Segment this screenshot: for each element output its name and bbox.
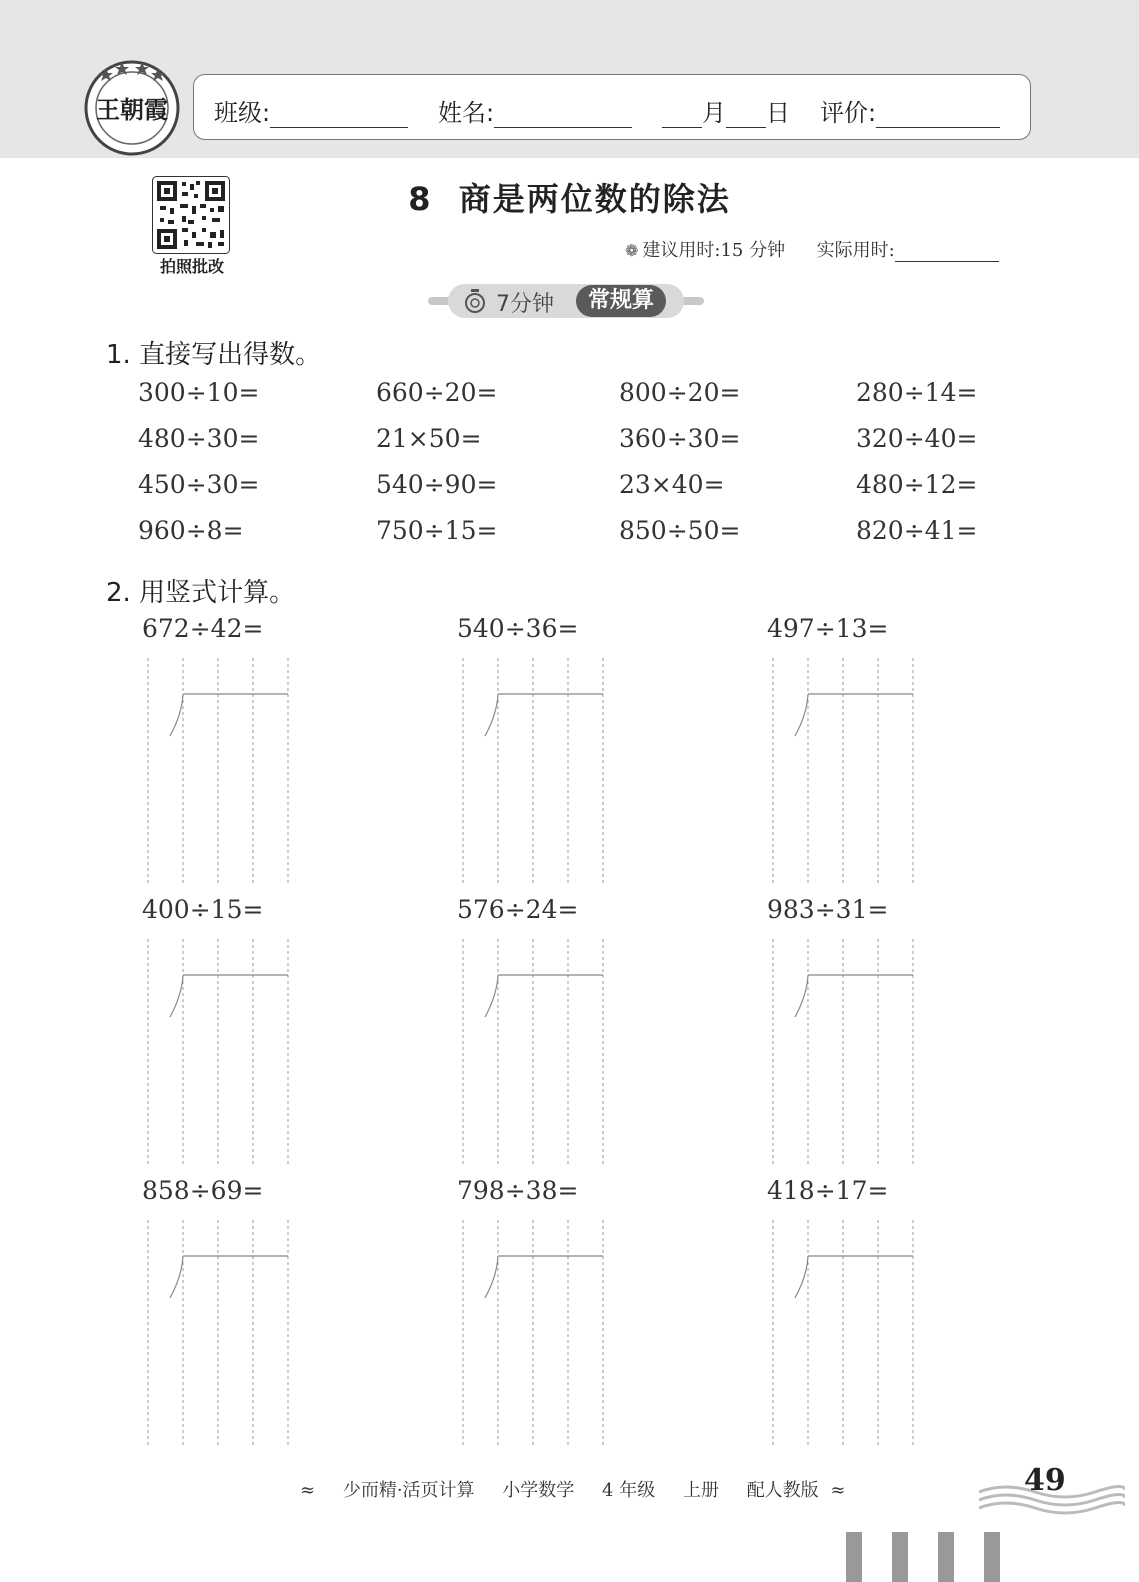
- day-label: 日: [766, 99, 790, 127]
- class-label: 班级:: [214, 99, 271, 127]
- long-division-problem: 418÷17=: [767, 1176, 889, 1205]
- evaluation-field[interactable]: [820, 93, 1000, 128]
- long-division-problem: 540÷36=: [457, 614, 579, 643]
- clock-icon: ❁: [625, 241, 639, 260]
- actual-time-label: 实际用时:: [816, 240, 895, 261]
- oral-problem: 280÷14=: [856, 378, 978, 407]
- wave-right-icon: ≈: [830, 1480, 846, 1501]
- oral-problem: 450÷30=: [138, 470, 260, 499]
- badge-tag: 常规算: [576, 285, 666, 317]
- long-division-problem: 497÷13=: [767, 614, 889, 643]
- page-number: 49: [1024, 1463, 1066, 1498]
- student-info-box: [193, 74, 1031, 140]
- edge-tab-marks: [846, 1532, 1006, 1582]
- oral-problem: 480÷30=: [138, 424, 260, 453]
- division-bracket: [485, 694, 603, 736]
- footer-edition: 配人教版: [746, 1480, 819, 1501]
- long-division-work-area[interactable]: [461, 1220, 611, 1448]
- oral-problem: 540÷90=: [376, 470, 498, 499]
- long-division-work-area[interactable]: [146, 658, 296, 886]
- svg-text:王朝霞: 王朝霞: [96, 95, 168, 124]
- logo-seal: [84, 60, 180, 156]
- long-division-problem: 798÷38=: [457, 1176, 579, 1205]
- long-division-problem: 576÷24=: [457, 895, 579, 924]
- oral-problem: 820÷41=: [856, 516, 978, 545]
- evaluation-label: 评价:: [820, 99, 877, 127]
- long-division-work-area[interactable]: [146, 1220, 296, 1448]
- name-label: 姓名:: [438, 99, 495, 127]
- actual-time-field[interactable]: [895, 241, 999, 262]
- time-badge: [428, 284, 704, 318]
- wave-left-icon: ≈: [300, 1480, 316, 1501]
- division-bracket: [485, 975, 603, 1017]
- oral-problem: 750÷15=: [376, 516, 498, 545]
- suggested-time: 建议用时:15 分钟: [642, 240, 786, 261]
- long-division-work-area[interactable]: [461, 939, 611, 1167]
- footer-book: 少而精·活页计算: [342, 1480, 475, 1501]
- long-division-work-area[interactable]: [461, 658, 611, 886]
- oral-problem: 300÷10=: [138, 378, 260, 407]
- page-title: 8 商是两位数的除法: [408, 180, 731, 218]
- badge-minutes: 7分钟: [496, 292, 554, 317]
- long-division-work-area[interactable]: [771, 939, 921, 1167]
- class-field[interactable]: [214, 93, 408, 128]
- oral-problem: 21×50=: [376, 424, 482, 453]
- division-bracket: [170, 694, 288, 736]
- name-field[interactable]: [438, 93, 632, 128]
- footer-subject: 小学数学: [502, 1480, 575, 1501]
- oral-problem: 360÷30=: [619, 424, 741, 453]
- oral-problem: 660÷20=: [376, 378, 498, 407]
- oral-problem: 480÷12=: [856, 470, 978, 499]
- oral-problem: 850÷50=: [619, 516, 741, 545]
- date-field[interactable]: [662, 93, 790, 128]
- section-1-title: 1. 直接写出得数。: [106, 340, 322, 370]
- footer-grade: 4 年级: [602, 1480, 656, 1501]
- footer-info: [300, 1476, 868, 1502]
- division-bracket: [795, 1256, 913, 1298]
- division-bracket: [170, 1256, 288, 1298]
- oral-problem: 23×40=: [619, 470, 725, 499]
- footer-volume: 上册: [682, 1480, 719, 1501]
- qr-label: 拍照批改: [159, 257, 224, 276]
- long-division-work-area[interactable]: [771, 1220, 921, 1448]
- long-division-work-area[interactable]: [771, 658, 921, 886]
- long-division-problem: 858÷69=: [142, 1176, 264, 1205]
- oral-problem: 800÷20=: [619, 378, 741, 407]
- division-bracket: [795, 694, 913, 736]
- long-division-problem: 400÷15=: [142, 895, 264, 924]
- long-division-problem: 672÷42=: [142, 614, 264, 643]
- division-bracket: [170, 975, 288, 1017]
- division-bracket: [795, 975, 913, 1017]
- oral-problem: 320÷40=: [856, 424, 978, 453]
- long-division-problem: 983÷31=: [767, 895, 889, 924]
- month-label: 月: [702, 99, 726, 127]
- stopwatch-icon: [464, 288, 486, 314]
- long-division-work-area[interactable]: [146, 939, 296, 1167]
- division-bracket: [485, 1256, 603, 1298]
- time-info: [625, 236, 999, 262]
- section-2-title: 2. 用竖式计算。: [106, 578, 296, 608]
- oral-problem: 960÷8=: [138, 516, 244, 545]
